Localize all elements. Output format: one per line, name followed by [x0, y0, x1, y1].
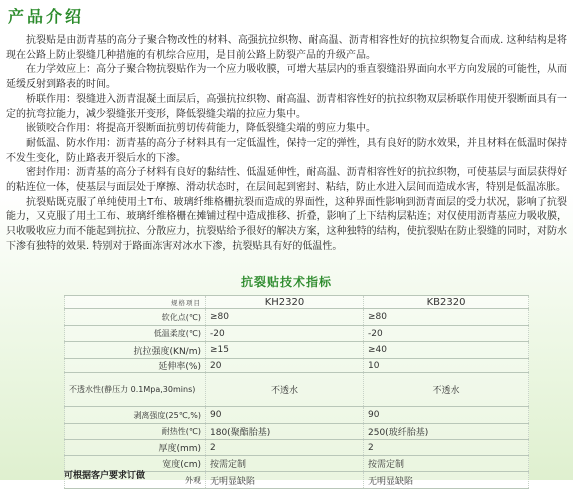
mechanics-paragraph: 在力学效应上：高分子聚合物抗裂贴作为一个应力吸收膜，可增大基层内的垂直裂缝沿界面向水平方向发展的可能性，从而延缓反射到路表的时间。	[6, 64, 567, 91]
row-kb-value: 90	[364, 407, 529, 424]
row-kb-value: ≥80	[364, 309, 529, 326]
row-kh-value: 20	[206, 359, 364, 373]
spec-table	[64, 295, 529, 489]
row-kh-value: ≥80	[206, 309, 364, 326]
row-kb-value: 250(玻纤胎基)	[364, 424, 529, 440]
row-kb-value: 无明显缺陷	[364, 472, 529, 489]
row-label: 耐热性(℃)	[65, 424, 206, 440]
advantage-paragraph: 抗裂贴既克服了单纯使用土T布、玻璃纤维格栅抗裂而造成的界面性，这种界面性影响到沥青面层的受力状况，影响了抗裂能力，又克服了用土工布、玻璃纤维格栅在摊铺过程中造成推移、折叠，影响了上下结构层粘连；对仅使用沥青基应力吸收膜，只收吸收应力而不能起到抗拉、分散应力，抗裂贴给予很好的解决方案，这种独特的结构，使抗裂贴在防止裂缝的同时，对防水下渗有独特的效果. 特别对于路面冻害对冰水下渗，抗裂贴具有好的低温性。	[6, 196, 567, 252]
row-label: 低温柔度(℃)	[65, 326, 206, 342]
row-label: 厚度(mm)	[65, 440, 206, 456]
row-label: 软化点(℃)	[65, 309, 206, 326]
table-row	[65, 309, 529, 326]
table-row	[65, 424, 529, 440]
row-label: 剥离强度(25℃,%)	[65, 407, 206, 424]
row-label: 延伸率(%)	[65, 359, 206, 373]
header-label-cell	[65, 296, 206, 309]
row-kb-value: -20	[364, 326, 529, 342]
header-label: 规格项目	[171, 298, 201, 307]
bridging-paragraph: 桥联作用：裂缝进入沥青混凝土面层后，高强抗拉织物、耐高温、沥青相容性好的抗拉织物双层桥联作用使开裂断面具有一定的抗弯拉能力，减少裂缝张开变形，降低裂缝尖端的拉应力集中。	[6, 93, 567, 120]
row-kb-value: 2	[364, 440, 529, 456]
row-kh-value: 2	[206, 440, 364, 456]
table-row	[65, 342, 529, 359]
table-row	[65, 359, 529, 373]
row-kh-value: ≥15	[206, 342, 364, 359]
row-kb-value: ≥40	[364, 342, 529, 359]
row-kh-value: 不透水	[206, 373, 364, 407]
intro-paragraph: 抗裂贴是由沥青基的高分子聚合物改性的材料、高强抗拉织物、耐高温、沥青相容性好的抗拉织物复合而成. 这种结构是将现在公路上防止裂缝几种措施的有机综合应用，是目前公路上防裂产品的升级产品。	[6, 35, 567, 61]
row-label: 抗拉强度(KN/m)	[65, 342, 206, 359]
interlock-paragraph: 嵌锁咬合作用：将提高开裂断面抗剪切传荷能力，降低裂缝尖端的剪应力集中。	[26, 123, 376, 135]
table-row	[65, 407, 529, 424]
row-kh-value: 90	[206, 407, 364, 424]
table-row	[65, 373, 529, 407]
row-kb-value: 不透水	[364, 373, 529, 407]
page-title: 产品介绍	[8, 6, 85, 26]
row-kh-value: 180(聚酯胎基)	[206, 424, 364, 440]
spec-table-header-row	[65, 296, 529, 309]
header-kh: KH2320	[264, 296, 305, 308]
header-kh-cell	[206, 296, 364, 309]
header-kb-cell	[364, 296, 529, 309]
sealing-paragraph: 密封作用：沥青基的高分子材料有良好的黏结性、低温延伸性，耐高温、沥青相容性好的抗拉织物，可使基层与面层获得好的粘连位一体，使基层与面层处于摩擦、滑动状态时，在层间起到密封、粘结，防止水进入层间而造成水害，特别是低温冻胀。	[6, 167, 567, 194]
page-header	[0, 0, 573, 30]
row-kh-value: -20	[206, 326, 364, 342]
row-kh-value: 无明显缺陷	[206, 472, 364, 489]
row-label: 不透水性(静压力 0.1Mpa,30mins)	[65, 373, 206, 407]
row-label: 宽度(cm)	[65, 456, 206, 472]
custom-order-note: 可根据客户要求订做	[64, 471, 146, 481]
row-kb-value: 按需定制	[364, 456, 529, 472]
table-row	[65, 326, 529, 342]
row-kh-value: 按需定制	[206, 456, 364, 472]
waterproof-paragraph: 耐低温、防水作用：沥青基的高分子材料具有一定低温性，保持一定的弹性，具有良好的防水效果，并且材料在低温时保持不发生变化，防止路表开裂后水的下渗。	[6, 137, 567, 164]
intro-text	[6, 34, 567, 255]
table-row	[65, 440, 529, 456]
row-kb-value: 10	[364, 359, 529, 373]
header-kb: KB2320	[426, 296, 466, 308]
spec-table-title: 抗裂贴技术指标	[240, 275, 332, 289]
row-label: 外观	[65, 472, 206, 489]
